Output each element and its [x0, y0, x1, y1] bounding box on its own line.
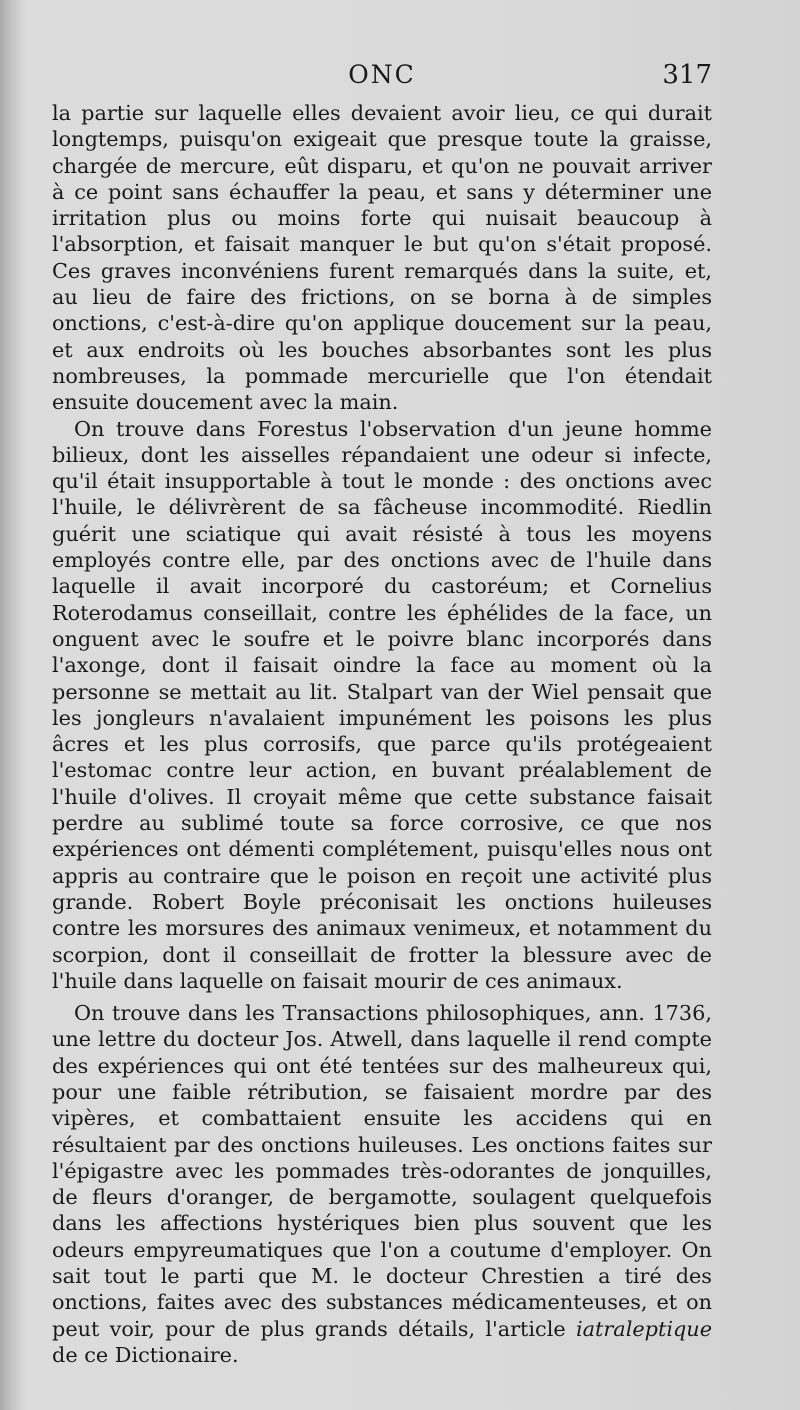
running-head: ONC — [348, 60, 416, 89]
body-text — [52, 100, 712, 1368]
paragraph-continuation: la partie sur laquelle elles devaient avoir lieu, ce qui durait longtemps, puisqu'on exigeait que presque toute la graisse, chargée de mercure, eût disparu, et qu'on ne pouvait arriver à ce point sans échauffer la peau, et sans y déterminer une irritation plus ou moins forte qui nuisait beaucoup à l'absorption, et faisait manquer le but qu'on s'était proposé. Ces graves inconvéniens furent remarqués dans la suite, et, au lieu de faire des frictions, on se borna à de simples onctions, c'est-à-dire qu'on applique doucement sur la peau, et aux endroits où les bouches absorbantes sont les plus nombreuses, la pommade mercurielle que l'on étendait ensuite doucement avec la main. — [52, 101, 712, 415]
paragraph-transactions — [52, 1000, 712, 1368]
paragraph-text-before: On trouve dans les Transactions philosophiques, ann. 1736, une lettre du docteur Jos. Atwell, dans laquelle il rend compte des expériences qui ont été tentées sur des malheureux qui, pour une faible rétribution, se faisaient mordre par des vipères, et combattaient ensuite les accidens qui en résultaient par des onctions huileuses. Les onctions faites sur l'épigastre avec les pommades très-odorantes de jonquilles, de fleurs d'oranger, de bergamotte, soulagent quelquefois dans les affections hystériques bien plus souvent que les odeurs empyreumatiques que l'on a coutume d'employer. On sait tout le parti que M. le docteur Chrestien a tiré des onctions, faites avec des substances médicamenteuses, et on peut voir, pour de plus grands détails, l'article — [52, 1001, 712, 1341]
page-number: 317 — [662, 60, 712, 90]
paragraph-forestus: On trouve dans Forestus l'observation d'un jeune homme bilieux, dont les aisselles répandaient une odeur si infecte, qu'il était insupportable à tout le monde : des onctions avec l'huile, le délivrèrent de sa fâcheuse incommodité. Riedlin guérit une sciatique qui avait résisté à tous les moyens employés contre elle, par des onctions avec de l'huile dans laquelle il avait incorporé du castoréum; et Cornelius Roterodamus conseillait, contre les éphélides de la face, un onguent avec le soufre et le poivre blanc incorporés dans l'axonge, dont il faisait oindre la face au moment où la personne se mettait au lit. Stalpart van der Wiel pensait que les jongleurs n'avalaient impunément les poisons les plus âcres et les plus corrosifs, que parce qu'ils protégeaient l'estomac contre leur action, en buvant préalablement de l'huile d'olives. Il croyait même que cette substance faisait perdre au sublimé toute sa force corrosive, ce que nos expériences ont démenti complétement, puisqu'elles nous ont appris au contraire que le poison en reçoit une activité plus grande. Robert Boyle préconisait les onctions huileuses contre les morsures des animaux venimeux, et notamment du scorpion, dont il conseillait de frotter la blessure avec de l'huile dans laquelle on faisait mourir de ces animaux. — [52, 416, 712, 993]
paragraph-text-after: de ce Dictionaire. — [52, 1342, 239, 1367]
page-gutter-shadow — [0, 0, 22, 1410]
italic-term: iatraleptique — [575, 1316, 712, 1341]
page-header — [52, 60, 712, 96]
